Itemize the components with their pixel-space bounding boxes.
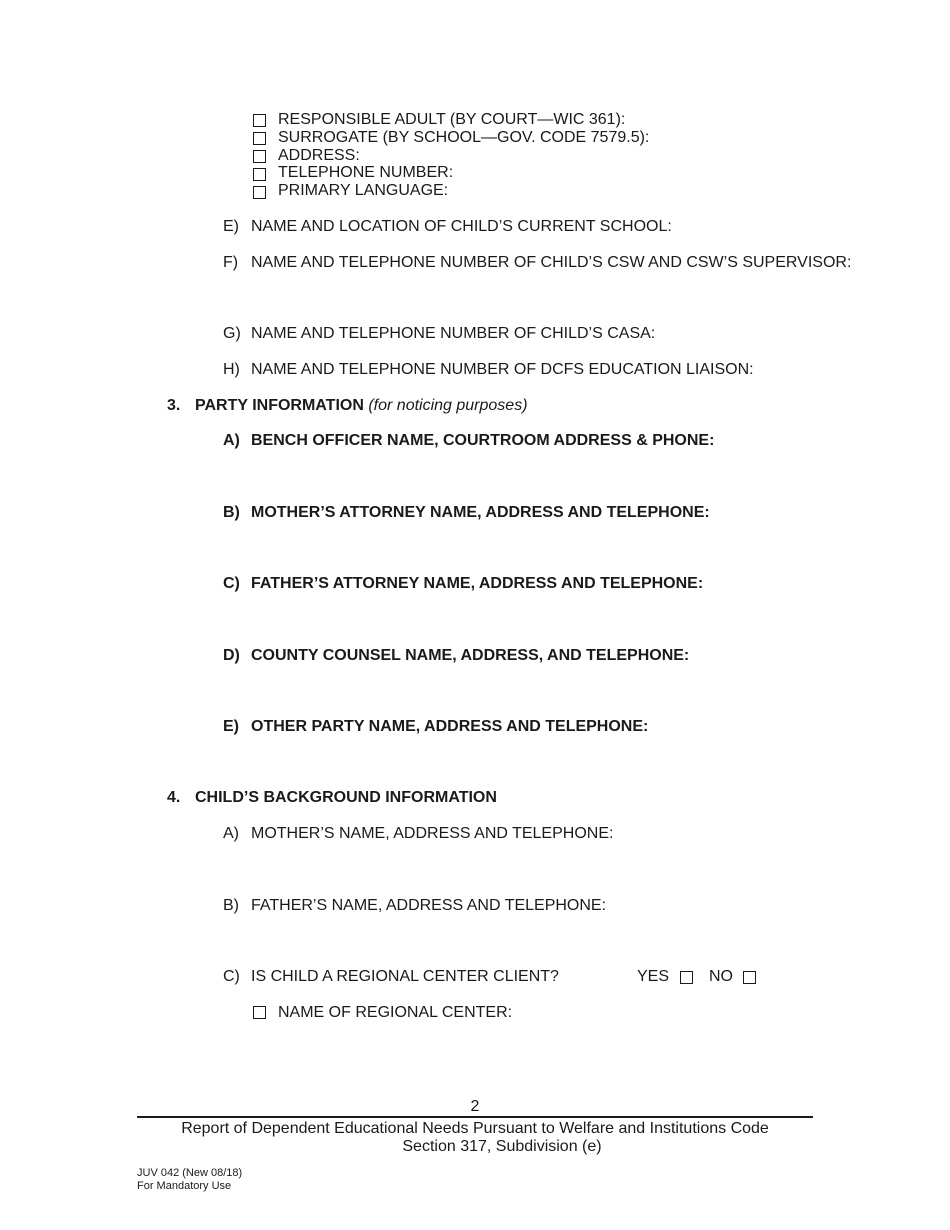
footer-title-line1: Report of Dependent Educational Needs Pursuant to Welfare and Institutions Code xyxy=(181,1120,769,1137)
section-3-heading xyxy=(195,397,528,415)
party-e-letter: E) xyxy=(223,718,239,735)
form-usage: For Mandatory Use xyxy=(137,1180,232,1192)
section-3-number: 3. xyxy=(167,397,181,414)
page-number: 2 xyxy=(470,1098,480,1115)
background-c-letter: C) xyxy=(223,968,240,985)
item-e-current-school: NAME AND LOCATION OF CHILD’S CURRENT SCHOOL: xyxy=(251,218,672,235)
section-4-number: 4. xyxy=(167,789,181,806)
responsible-adult-checkbox[interactable] xyxy=(253,114,266,127)
item-f-csw: NAME AND TELEPHONE NUMBER OF CHILD’S CSW AND CSW’S SUPERVISOR: xyxy=(251,254,852,271)
section-3-subtitle: (for noticing purposes) xyxy=(368,397,528,414)
party-d-county-counsel: COUNTY COUNSEL NAME, ADDRESS, AND TELEPHONE: xyxy=(251,647,690,664)
background-c-regional-center-question: IS CHILD A REGIONAL CENTER CLIENT? xyxy=(251,968,559,985)
yes-label: YES xyxy=(637,968,670,985)
regional-center-checkbox[interactable] xyxy=(253,1006,266,1019)
telephone-checkbox[interactable] xyxy=(253,168,266,181)
party-d-letter: D) xyxy=(223,647,240,664)
item-h-dcfs-liaison: NAME AND TELEPHONE NUMBER OF DCFS EDUCATION LIAISON: xyxy=(251,361,754,378)
footer-title-line2: Section 317, Subdivision (e) xyxy=(402,1138,602,1155)
item-g-casa: NAME AND TELEPHONE NUMBER OF CHILD’S CASA: xyxy=(251,325,656,342)
background-a-letter: A) xyxy=(223,825,239,842)
section-4-title: CHILD’S BACKGROUND INFORMATION xyxy=(195,789,497,806)
responsible-adult-label: RESPONSIBLE ADULT (BY COURT—WIC 361): xyxy=(278,111,626,128)
party-c-fathers-attorney: FATHER’S ATTORNEY NAME, ADDRESS AND TELEPHONE: xyxy=(251,575,704,592)
primary-language-checkbox[interactable] xyxy=(253,186,266,199)
party-a-letter: A) xyxy=(223,432,240,449)
surrogate-checkbox[interactable] xyxy=(253,132,266,145)
party-b-letter: B) xyxy=(223,504,240,521)
party-a-bench-officer: BENCH OFFICER NAME, COURTROOM ADDRESS & PHONE: xyxy=(251,432,715,449)
no-checkbox[interactable] xyxy=(743,971,756,984)
section-3-title: PARTY INFORMATION xyxy=(195,397,364,414)
background-b-letter: B) xyxy=(223,897,239,914)
item-e-letter: E) xyxy=(223,218,239,235)
party-b-mothers-attorney: MOTHER’S ATTORNEY NAME, ADDRESS AND TELEPHONE: xyxy=(251,504,710,521)
background-a-mother: MOTHER’S NAME, ADDRESS AND TELEPHONE: xyxy=(251,825,614,842)
address-checkbox[interactable] xyxy=(253,150,266,163)
footer-rule xyxy=(137,1116,813,1118)
party-c-letter: C) xyxy=(223,575,240,592)
surrogate-label: SURROGATE (BY SCHOOL—GOV. CODE 7579.5): xyxy=(278,129,650,146)
primary-language-label: PRIMARY LANGUAGE: xyxy=(278,182,449,199)
address-label: ADDRESS: xyxy=(278,147,360,164)
yes-checkbox[interactable] xyxy=(680,971,693,984)
item-g-letter: G) xyxy=(223,325,241,342)
no-label: NO xyxy=(709,968,733,985)
item-h-letter: H) xyxy=(223,361,240,378)
item-f-letter: F) xyxy=(223,254,239,271)
party-e-other-party: OTHER PARTY NAME, ADDRESS AND TELEPHONE: xyxy=(251,718,649,735)
regional-center-label: NAME OF REGIONAL CENTER: xyxy=(278,1004,513,1021)
form-id: JUV 042 (New 08/18) xyxy=(137,1167,243,1179)
background-b-father: FATHER’S NAME, ADDRESS AND TELEPHONE: xyxy=(251,897,607,914)
telephone-label: TELEPHONE NUMBER: xyxy=(278,164,454,181)
